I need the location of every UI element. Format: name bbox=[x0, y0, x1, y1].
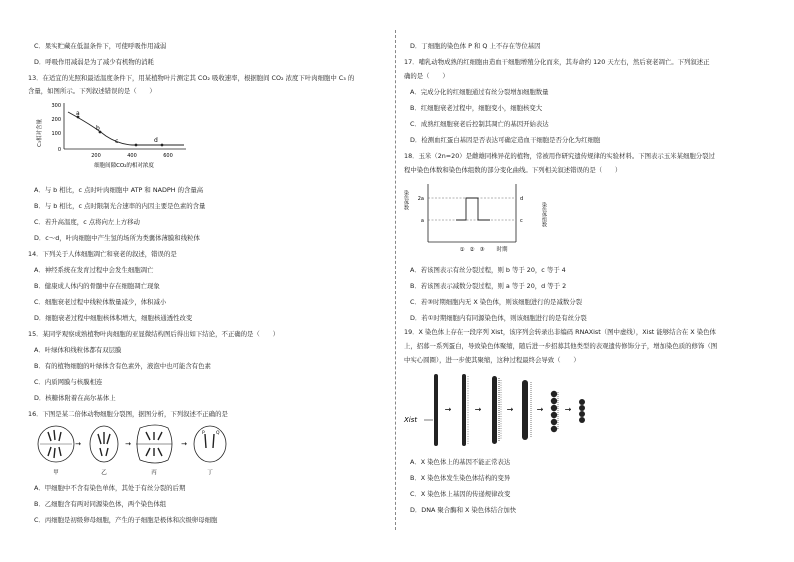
q12-option-d: D．呼吸作用减弱是为了减少有机物的消耗 bbox=[34, 58, 154, 66]
q14-option-b: B．健康成人体内的骨髓中存在细胞凋亡现象 bbox=[34, 282, 160, 290]
q16-option-d: D．丁细胞的染色体 P 和 Q 上不存在等位基因 bbox=[410, 42, 541, 50]
cell-ding bbox=[194, 426, 226, 462]
q13-option-c: C．若升高温度，c 点将向左上方移动 bbox=[34, 218, 140, 226]
q13-ytick: 200 bbox=[51, 117, 61, 123]
q16-cell-division-figure bbox=[30, 420, 236, 476]
q19-option-b: B．X 染色体发生染色体结构的变异 bbox=[410, 474, 511, 482]
q18-ytick-left: a bbox=[420, 218, 424, 224]
cell-yi-chromosomes bbox=[98, 432, 110, 456]
arrow-icon: → bbox=[536, 405, 544, 414]
q13-xtick: 400 bbox=[127, 153, 137, 159]
q18-marker: ② bbox=[469, 247, 475, 253]
q13-xtick: 600 bbox=[163, 153, 173, 159]
q18-stem-line1: 18．玉米（2n=20）是雌雄同株异花的植物，常被用作研究遗传规律的实验材料。下图表示玉米某细胞分裂过 bbox=[404, 152, 715, 160]
chromosome-stage-2 bbox=[462, 374, 466, 446]
q14-option-d: D．细胞衰老过程中细胞核体积增大，细胞核通透性改变 bbox=[34, 314, 193, 322]
q18-xlabel: 时期 bbox=[496, 247, 508, 253]
arrow-icon: → bbox=[564, 405, 572, 414]
q13-label-c: c bbox=[115, 138, 119, 145]
q17-stem-line1: 17．哺乳动物成熟的红细胞由造血干细胞增殖分化而来，其寿命约 120 天左右，然后衰老凋亡。下列叙述正 bbox=[404, 58, 710, 66]
q14-stem: 14．下列关于人体细胞凋亡和衰老的叙述，错误的是 bbox=[28, 250, 177, 258]
q13-ytick: 0 bbox=[57, 147, 61, 153]
q18-chromosome-chart bbox=[403, 180, 556, 260]
arrow-icon: → bbox=[444, 405, 452, 414]
q19-option-a: A．X 染色体上的基因不能正常表达 bbox=[410, 458, 511, 466]
right-column bbox=[404, 0, 766, 562]
arrow-icon: → bbox=[506, 405, 514, 414]
arrow-icon: → bbox=[181, 440, 187, 448]
left-column bbox=[28, 0, 390, 562]
q13-label-d: d bbox=[154, 137, 158, 144]
q19-stem-line1: 19．X 染色体上存在一段序列 Xist，该序列会转录出非编码 RNAXist（图中虚线），Xist 能够结合在 X 染色体 bbox=[404, 328, 716, 336]
q18-ylabel-right: 染色体组数 bbox=[541, 202, 547, 227]
q15-option-c: C．内质网膜与核膜相连 bbox=[34, 378, 103, 386]
q19-xist-label: Xist bbox=[404, 416, 418, 424]
q13-stem-line1: 13．在适宜的光照和最适温度条件下，用某植物叶片测定其 CO₂ 吸收速率，根据胞间 CO₂ 浓度下叶肉细胞中 C₃ 的 bbox=[28, 74, 355, 82]
label-ding: 丁 bbox=[207, 470, 213, 476]
label-bing: 丙 bbox=[151, 470, 157, 476]
q17-option-b: B．红细胞衰老过程中，细胞变小，细胞核变大 bbox=[410, 104, 543, 112]
q18-option-b: B．若该图表示减数分裂过程，则 a 等于 20，d 等于 2 bbox=[410, 282, 567, 290]
q13-point-d bbox=[161, 144, 164, 147]
q18-curve bbox=[456, 198, 490, 220]
q19-option-c: C．X 染色体上基因的传递规律改变 bbox=[410, 490, 511, 498]
q18-option-a: A．若该图表示有丝分裂过程，则 b 等于 20，c 等于 4 bbox=[410, 266, 566, 274]
q18-ytick-left: 2a bbox=[417, 196, 424, 202]
q15-stem: 15．某同学观察成熟植物叶肉细胞的亚显微结构图后得出如下结论，不正确的是（ ） bbox=[28, 330, 279, 338]
q13-ytick: 100 bbox=[51, 131, 61, 137]
q17-option-d: D．检测血红蛋白基因是否表达可确定造血干细胞是否分化为红细胞 bbox=[410, 136, 601, 144]
q13-option-b: B．与 b 相比，c 点时限制光合速率的内因主要是色素的含量 bbox=[34, 202, 206, 210]
q13-option-a: A．与 b 相比，c 点时叶肉细胞中 ATP 和 NADPH 的含量高 bbox=[34, 186, 204, 194]
q13-xtick: 200 bbox=[91, 153, 101, 159]
q19-xist-figure bbox=[404, 368, 604, 454]
q18-marker: ① bbox=[459, 247, 465, 253]
q15-option-d: D．核糖体附着在高尔基体上 bbox=[34, 394, 116, 402]
q18-ytick-right: d bbox=[520, 196, 524, 202]
q17-option-c: C．成熟红细胞衰老后控制其凋亡的基因开始表达 bbox=[410, 120, 549, 128]
q17-option-a: A．完成分化的红细胞通过有丝分裂增加细胞数量 bbox=[410, 88, 549, 96]
q18-ytick-right: c bbox=[520, 218, 523, 224]
arrow-icon: → bbox=[474, 405, 482, 414]
q16-stem: 16．下图是某二倍体动物细胞分裂图，据图分析，下列叙述不正确的是 bbox=[28, 410, 228, 418]
q16-option-a: A．甲细胞中不含有染色单体，其处于有丝分裂的后期 bbox=[34, 484, 186, 492]
q13-option-d: D．c～d，叶肉细胞中产生氢的场所为类囊体薄膜和线粒体 bbox=[34, 234, 200, 242]
q13-xlabel: 细胞间隙CO₂的相对浓度 bbox=[94, 163, 154, 169]
q13-curve bbox=[68, 112, 184, 145]
chromosome-stage-1 bbox=[434, 374, 438, 446]
q13-c3-chart bbox=[34, 99, 194, 181]
q13-point-c bbox=[135, 144, 138, 147]
q14-option-a: A．神经系统在发育过程中会发生细胞凋亡 bbox=[34, 266, 154, 274]
arrow-icon: → bbox=[125, 440, 131, 448]
q17-stem-line2: 确的是（ ） bbox=[404, 72, 449, 80]
chromosome-stage-3 bbox=[492, 376, 497, 444]
q15-option-a: A．叶绿体和线粒体都有双层膜 bbox=[34, 346, 122, 354]
cell-ding-label-p: P bbox=[202, 431, 205, 436]
q19-option-d: D．DNA 聚合酶和 X 染色体结合加快 bbox=[410, 506, 517, 514]
q12-option-c: C．果实贮藏在低温条件下，可使呼吸作用减弱 bbox=[34, 42, 167, 50]
cell-ding-label-q: Q bbox=[216, 431, 220, 436]
q16-option-b: B．乙细胞含有两对同源染色体，两个染色体组 bbox=[34, 500, 167, 508]
column-divider bbox=[395, 30, 396, 530]
chromosome-stage-5 bbox=[551, 391, 557, 432]
q18-marker: ③ bbox=[479, 247, 485, 253]
q18-stem-line2: 程中染色体数和染色体组数的部分变化曲线。下列相关叙述错误的是（ ） bbox=[404, 166, 622, 174]
cell-ding-chromosomes bbox=[205, 434, 214, 448]
q18-option-c: C．若③时期细胞内无 X 染色体，则该细胞进行的是减数分裂 bbox=[410, 298, 583, 306]
q18-option-d: D．若①时期细胞内有同源染色体，则该细胞进行的是有丝分裂 bbox=[410, 314, 587, 322]
q13-label-b: b bbox=[96, 125, 100, 132]
q13-ytick: 300 bbox=[51, 103, 61, 109]
q16-option-c: C．丙细胞是初级卵母细胞，产生的子细胞是极体和次级卵母细胞 bbox=[34, 516, 218, 524]
q13-stem-line2: 含量，如图所示。下列叙述错误的是（ ） bbox=[28, 87, 156, 95]
label-yi: 乙 bbox=[101, 470, 107, 476]
q18-ylabel-left: 染色体数 bbox=[403, 190, 409, 210]
q19-stem-line3: 中实心圆圈），进一步使其聚缩，这种过程最终会导致（ ） bbox=[404, 356, 580, 364]
arrow-icon: → bbox=[75, 440, 81, 448]
q19-stem-line2: 上，招募一系列蛋白，导致染色体聚缩，随后进一步招募其他类型的表观遗传修饰分子，增加染色质的修饰（图 bbox=[404, 342, 718, 350]
q15-option-b: B．有的植物细胞的叶绿体含有色素外，液泡中也可能含有色素 bbox=[34, 362, 211, 370]
q13-ylabel: C₃相对含量 bbox=[37, 118, 43, 148]
q13-label-a: a bbox=[76, 110, 80, 117]
q14-option-c: C．细胞衰老过程中线粒体数量减少，体积减小 bbox=[34, 298, 167, 306]
chromosome-stage-6 bbox=[579, 399, 585, 423]
label-jia: 甲 bbox=[53, 470, 59, 476]
